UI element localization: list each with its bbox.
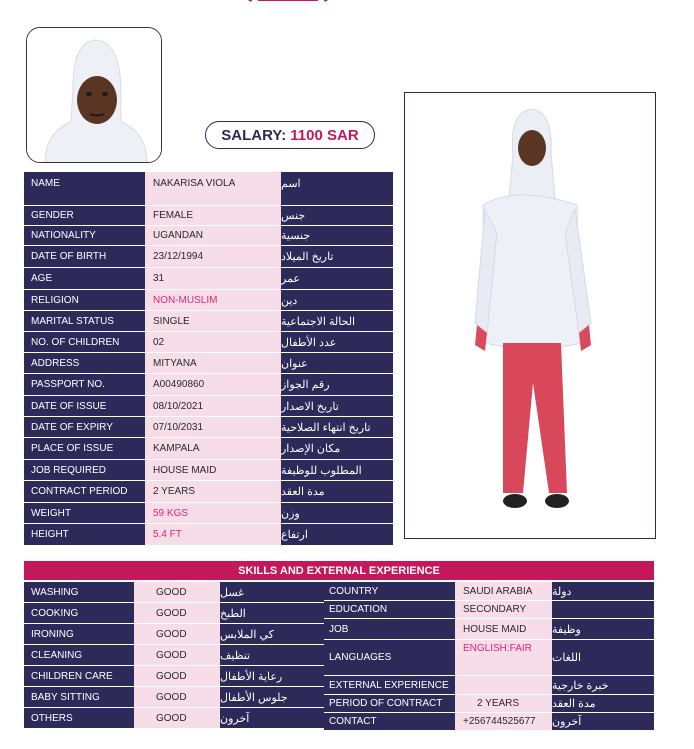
header-decoration	[238, 0, 338, 6]
skill-row	[24, 582, 324, 603]
experience-value: SECONDARY	[455, 601, 552, 619]
details-row	[24, 438, 393, 460]
experience-label: PERIOD OF CONTRACT	[324, 695, 455, 713]
field-label-arabic: عمر	[281, 268, 393, 290]
field-label-arabic: الحالة الاجتماعية	[281, 311, 393, 332]
experience-table	[324, 582, 654, 731]
field-label: NAME	[24, 172, 145, 206]
field-value: HOUSE MAID	[145, 460, 281, 481]
field-label-arabic: عنوان	[281, 353, 393, 374]
skill-value: GOOD	[134, 645, 220, 666]
experience-label-arabic: آخرون	[552, 713, 654, 731]
field-label-arabic: ارتفاع	[281, 524, 393, 546]
field-label-arabic: رقم الجواز	[281, 374, 393, 396]
field-label-arabic: اسم	[281, 172, 393, 206]
skill-label: COOKING	[24, 603, 134, 624]
experience-value: 2 YEARS	[455, 695, 552, 713]
skill-label: BABY SITTING	[24, 687, 134, 708]
experience-value: HOUSE MAID	[455, 619, 552, 640]
experience-row	[324, 713, 654, 731]
skill-label-arabic: رعاية الأطفال	[220, 666, 324, 687]
field-label-arabic: عدد الأطفال	[281, 332, 393, 353]
field-label: PLACE OF ISSUE	[24, 438, 145, 460]
field-value: 5.4 FT	[145, 524, 281, 546]
field-label: DATE OF BIRTH	[24, 246, 145, 268]
experience-label-arabic	[552, 601, 654, 619]
experience-value: +256744525677	[455, 713, 552, 731]
details-table	[24, 172, 393, 546]
details-row	[24, 332, 393, 353]
details-row	[24, 268, 393, 290]
skill-label-arabic: تنظيف	[220, 645, 324, 666]
field-value: UGANDAN	[145, 226, 281, 246]
experience-value	[455, 676, 552, 695]
details-row	[24, 503, 393, 524]
field-label-arabic: جنس	[281, 206, 393, 226]
field-value: NON-MUSLIM	[145, 290, 281, 311]
experience-value: SAUDI ARABIA	[455, 582, 552, 601]
salary-label: SALARY:	[221, 126, 287, 144]
experience-row	[324, 601, 654, 619]
field-label-arabic: مكان الإصدار	[281, 438, 393, 460]
details-row	[24, 311, 393, 332]
experience-label: COUNTRY	[324, 582, 455, 601]
details-row	[24, 353, 393, 374]
field-value: SINGLE	[145, 311, 281, 332]
field-label: JOB REQUIRED	[24, 460, 145, 481]
experience-label-arabic: دولة	[552, 582, 654, 601]
skill-label-arabic: غسل	[220, 582, 324, 603]
skill-label: CHILDREN CARE	[24, 666, 134, 687]
field-label-arabic: وزن	[281, 503, 393, 524]
skill-value: GOOD	[134, 582, 220, 603]
experience-label: EDUCATION	[324, 601, 455, 619]
field-label-arabic: مدة العقد	[281, 481, 393, 503]
field-label: AGE	[24, 268, 145, 290]
portrait-photo	[26, 27, 162, 163]
field-value: 07/10/2031	[145, 417, 281, 438]
experience-row	[324, 676, 654, 695]
skill-row	[24, 645, 324, 666]
experience-row	[324, 619, 654, 640]
field-value: MITYANA	[145, 353, 281, 374]
experience-label: EXTERNAL EXPERIENCE	[324, 676, 455, 695]
details-row	[24, 374, 393, 396]
skill-row	[24, 687, 324, 708]
field-value: 08/10/2021	[145, 396, 281, 417]
field-label: DATE OF EXPIRY	[24, 417, 145, 438]
experience-value: ENGLISH:FAIR	[455, 640, 552, 676]
field-label-arabic: دين	[281, 290, 393, 311]
skill-value: GOOD	[134, 687, 220, 708]
skill-value: GOOD	[134, 624, 220, 645]
field-label: NO. OF CHILDREN	[24, 332, 145, 353]
skill-label: IRONING	[24, 624, 134, 645]
field-value: 59 KGS	[145, 503, 281, 524]
details-row	[24, 481, 393, 503]
field-label: MARITAL STATUS	[24, 311, 145, 332]
skill-row	[24, 624, 324, 645]
skill-label-arabic: الطبخ	[220, 603, 324, 624]
field-label-arabic: المطلوب للوظيفة	[281, 460, 393, 481]
field-label-arabic: تاريخ انتهاء الصلاحية	[281, 417, 393, 438]
skill-row	[24, 708, 324, 729]
salary-value: 1100 SAR	[290, 126, 359, 144]
experience-row	[324, 640, 654, 676]
details-row	[24, 290, 393, 311]
skill-row	[24, 603, 324, 624]
field-value: A00490860	[145, 374, 281, 396]
experience-label: CONTACT	[324, 713, 455, 731]
skill-label-arabic: كي الملابس	[220, 624, 324, 645]
full-body-photo	[404, 92, 656, 539]
field-label: DATE OF ISSUE	[24, 396, 145, 417]
details-row	[24, 524, 393, 546]
field-label: HEIGHT	[24, 524, 145, 546]
field-value: 2 YEARS	[145, 481, 281, 503]
skills-table	[24, 582, 324, 729]
field-label-arabic: جنسية	[281, 226, 393, 246]
details-row	[24, 246, 393, 268]
field-label: NATIONALITY	[24, 226, 145, 246]
experience-label-arabic: مدة العقد	[552, 695, 654, 713]
details-row	[24, 417, 393, 438]
skill-label-arabic: جلوس الأطفال	[220, 687, 324, 708]
skills-section-title: SKILLS AND EXTERNAL EXPERIENCE	[24, 561, 654, 580]
skill-value: GOOD	[134, 708, 220, 729]
field-label: WEIGHT	[24, 503, 145, 524]
field-value: NAKARISA VIOLA	[145, 172, 281, 206]
details-row	[24, 226, 393, 246]
experience-label-arabic: وظيفة	[552, 619, 654, 640]
skill-label-arabic: آخرون	[220, 708, 324, 729]
field-label: CONTRACT PERIOD	[24, 481, 145, 503]
field-value: 02	[145, 332, 281, 353]
field-label: ADDRESS	[24, 353, 145, 374]
field-value: 23/12/1994	[145, 246, 281, 268]
skill-label: WASHING	[24, 582, 134, 603]
skill-value: GOOD	[134, 603, 220, 624]
experience-label-arabic: خبرة خارجية	[552, 676, 654, 695]
details-row	[24, 460, 393, 481]
skill-value: GOOD	[134, 666, 220, 687]
experience-label: JOB	[324, 619, 455, 640]
field-label: GENDER	[24, 206, 145, 226]
salary-badge	[205, 121, 375, 149]
skill-label: OTHERS	[24, 708, 134, 729]
experience-label: LANGUAGES	[324, 640, 455, 676]
skill-label: CLEANING	[24, 645, 134, 666]
field-label-arabic: تاريخ الاصدار	[281, 396, 393, 417]
details-row	[24, 172, 393, 206]
experience-row	[324, 695, 654, 713]
field-label: PASSPORT NO.	[24, 374, 145, 396]
field-value: KAMPALA	[145, 438, 281, 460]
experience-row	[324, 582, 654, 601]
field-label: RELIGION	[24, 290, 145, 311]
experience-label-arabic: اللغات	[552, 640, 654, 676]
details-row	[24, 396, 393, 417]
skill-row	[24, 666, 324, 687]
field-value: FEMALE	[145, 206, 281, 226]
field-label-arabic: تاريخ الميلاد	[281, 246, 393, 268]
field-value: 31	[145, 268, 281, 290]
details-row	[24, 206, 393, 226]
